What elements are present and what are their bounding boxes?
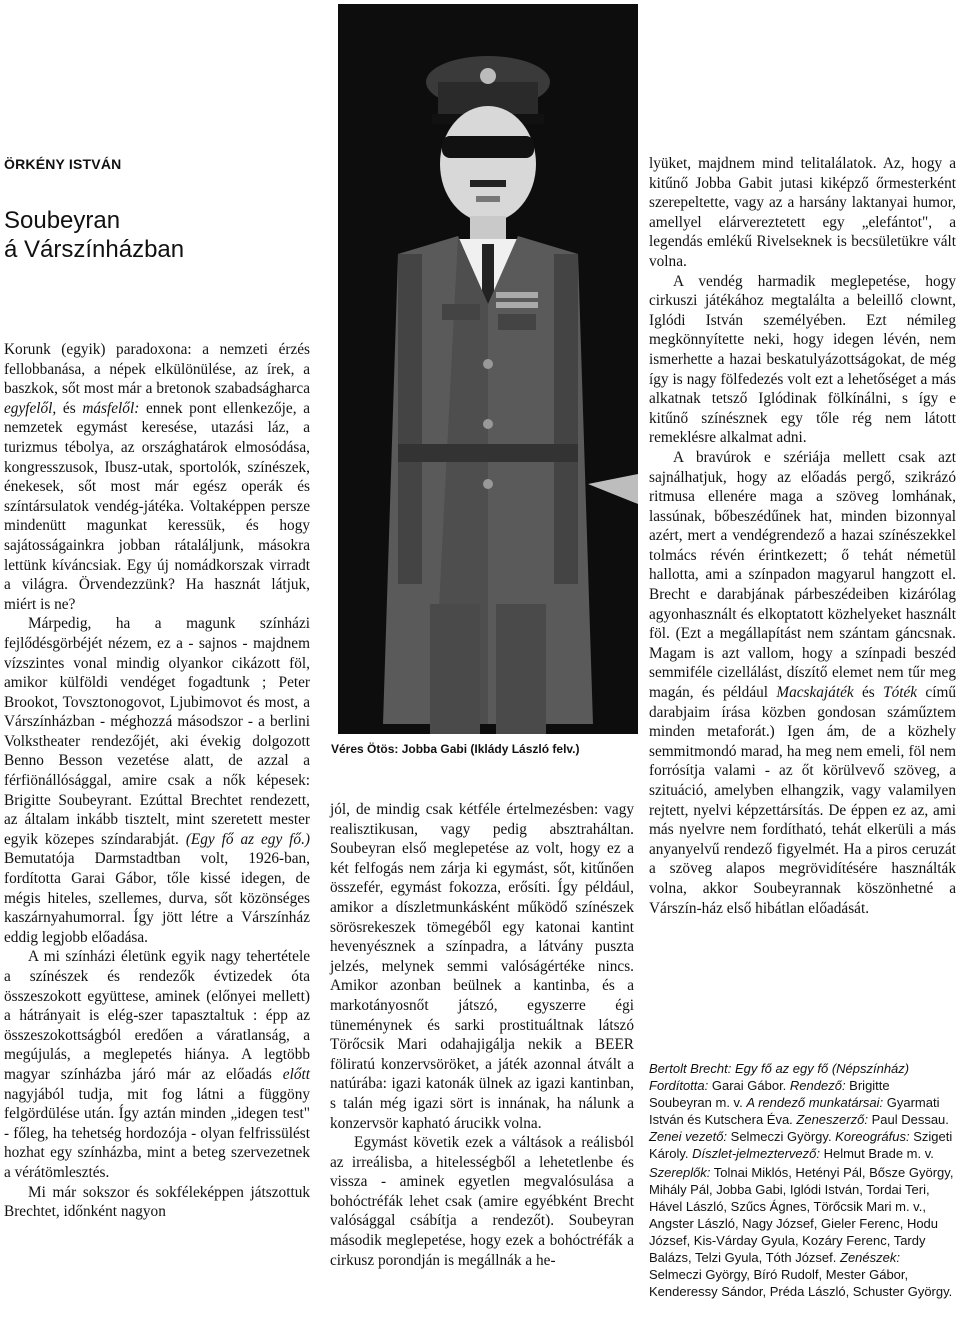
paragraph: A vendég harmadik meglepetése, hogy cirkuszi játékához megtalálta a beleillő clownt, Iglódi István személyében. Ezt némileg megkönnyítette neki, hogy idegen lévén, nem ismerhette a hazai beskatulyázottságokat, de még így is nagy fölfedezés volt ezt a lehetőséget a más alkatnak tetsző Iglódinak fölkínálni, s így e kitűnő színésznek egy tőle rég nem látott remeklésre alkalmat adni.: [649, 272, 956, 447]
article-title: [4, 206, 184, 264]
photo-caption: Véres Ötös: Jobba Gabi (Iklády László felv.): [331, 742, 580, 756]
paragraph: Mi már sokszor és sokféleképpen játszottuk Brechtet, időnként nagyon: [4, 1183, 310, 1221]
paragraph: lyüket, majdnem mind telitalálatok. Az, hogy a kitűnő Jobba Gabit jutasi kiképző őrmesterként szerepeltette, vagy az a harsány laktanyai humor, amellyel elárvereztetett egy „elefántot", a legendás emlékű Rivelseknek is becsületükre vált volna.: [649, 155, 956, 270]
paragraph: Márpedig, ha a magunk színházi fejlődésgörbéjét nézem, ez a - sajnos - majdnem vízszintes vonal mindig olyankor cikázott föl, amikor külföldi vendéget fogadtunk ; Peter Brookot, Tovsztonogovot, Ljubimovot és most, a Várszínházban - méghozzá másodszor - a berlini Volkstheater rendezőjét, aki évekig dolgozott Benno Besson vezetése alatt, de azzal a férfiönállósággal, amire csak a nők képesek: Brigitte Soubeyrant. Ezúttal Brechtet rendezett, az általam inkább tisztelt, mint szeretett mester egyik közepes színdarabját. (Egy fő az egy fő.) Bemutatója Darmstadtban volt, 1926-ban, fordította Garai Gábor, tőle kissé idegen, de mégis hiteles, szellemes, durva, sőt közönséges kaszárnyahumorral. Így jött létre a Várszínház eddig legjobb előadása.: [4, 615, 311, 946]
text-column-3: [649, 154, 956, 918]
credits-cast: Szereplők: Tolnai Miklós, Hetényi Pál, Bősze György, Mihály Pál, Jobba Gabi, Iglódi István, Tordai Teri, Hável László, Szűcs Ágnes, Törőcsik Mari m. v., Angster László, Nagy József, Gieler Ferenc, Hodu József, Kis-Várday Gyula, Kozáry Ferenc, Tardy Balázs, Telzi Gyula, Tóth József. Zenészek: Selmeczi György, Bíró Rudolf, Mester Gábor, Kenderessy Sándor, Préda László, Schuster György.: [649, 1165, 954, 1299]
author-name: ÖRKÉNY ISTVÁN: [4, 156, 122, 172]
paragraph: jól, de mindig csak kétféle értelmezésben: vagy realisztikusan, vagy pedig absztraháltan. Soubeyran első meglepetése az volt, hogy ez a két felfogás nem zárja ki egymást, sőt, kitűnően összefér, egymást fokozza, erősíti. Így például, amikor a díszletmunkásként működő színészek sörösrekeszek tömegéből egy katonai kantint hevenyésznek a színpadra, a látvány puszta jelzés, melynek semmi valóságértéke nincs. Amikor azonban beülnek a kantinba, és a markotányosnőt játszó, egyszerre égi tüneménynek és sarki prostituáltnak látszó Törőcsik Mari odahajigálja nekik a BEER föliratú konzervsöröket, a játék azonnal átvált a natúrába: igazi katonák ülnek az igazi kantinban, s talán még igazi sört is innának, ha nálunk a konzervsör kapható árucikk volna.: [330, 801, 634, 1132]
photo-actor-in-uniform: [338, 4, 638, 734]
title-line-1: Soubeyran: [4, 207, 121, 234]
credits-crew: Bertolt Brecht: Egy fő az egy fő (Népszínház) Fordította: Garai Gábor. Rendező: Brigitte Soubeyran m. v. A rendező munkatársai: Gyarmati István és Kutschera Éva. Zeneszerző: Paul Dessau. Zenei vezető: Selmeczi György. Koreográfus: Szigeti Károly. Díszlet-jelmeztervező: Helmut Brade m. v.: [649, 1061, 953, 1161]
paragraph: A bravúrok e szériája mellett csak azt sajnálhatjuk, hogy az előadás pergő, szikrázó ritmusa ellenére maga a szöveg lomhának, lassúnak, bőbeszédűnek hat, minden bizonnyal azért, mert a vendégrendező a hazai színészekkel tolmács révén érintkezett; ő tehát németül hallotta, ami a színpadon magyarul hangzott el. Brecht e darabjának párbeszédeiben kizárólag agyonhasznált és elkoptatott közhelyeket használt föl. (Ezt a megállapítást nem szántam gáncsnak. Magam is azt vallom, hogy a színpadi beszéd semmiféle cizellálást, díszítő elemet nem tűr meg magán, és például Macskajáték és Tóték című darabjaim írása közben gondosan száműztem minden metaforát.) Igen ám, de a közhely semmitmondó marad, ha meg nem emeli, föl nem forrósítja valami - az őt körülvevő szöveg, a szituáció, amelyben elhangzik, vagy valamilyen rejtett, nyelvi képzettársítás. De éppen ez az, ami más nyelvre nem fordítható, tehát elkerüli a más anyanyelvű rendező figyelmét. Ha a piros ceruzát a szöveg alapos megrövidítésére használták volna, akkor Soubeyrannak köszönhetné a Várszín-ház első hibátlan előadását.: [649, 448, 956, 917]
text-column-1: [4, 340, 310, 1222]
title-line-2: á Várszínházban: [4, 236, 185, 263]
paragraph: A mi színházi életünk egyik nagy tehertétele a színészek és rendezők évtizedek óta összeszokott együttese, aminek (előnyei mellett) a hátrányait is elég-szer tapasztaltuk : épp az összeszokottságból eredően a váratlanság, a megújulás, a meglepetés hiánya. A legtöbb magyar színházba járó már az előadás előtt nagyjából tudja, mit fog látni a függöny felgördülése után. Így aztán minden „idegen test" - főleg, ha tehetség hordozója - olyan felfrissülést hozhat egy színházba, mint a beteg szervezetnek a vérátömlesztés.: [4, 948, 310, 1181]
production-credits: [649, 1060, 956, 1302]
paragraph: Egymást követik ezek a váltások a reálisból az irreálisba, a hitelességből a lehetetlenbe és vissza - aminek egyetlen megvalósulása a bohóctréfák lehet csak (amire egyébként Brecht valósággal csábítja a rendezőt). Soubeyran második meglepetése, hogy ezek a bohóctréfák a cirkusz porondján is megállnák a he-: [330, 1134, 634, 1269]
paragraph: Korunk (egyik) paradoxona: a nemzeti érzés fellobbanása, a népek elkülönülése, az írek, a baszkok, sőt most már a bretonok szabadságharca egyfelől, és másfelől: ennek pont ellenkezője, a nemzetek egymást keresése, utazási láz, a turizmus tébolya, az országhatárok elmosódása, kongresszusok, Ibusz-utak, sportolók, színészek, énekesek, sőt most már egész operák és színtársulatok vendég-játéka. Voltaképpen persze mindenütt magunkat keressük, és hogy sajátosságainkra jobban rátaláljunk, másokra lettünk kíváncsiak. Egy új nomádkorszak virradt a világra. Örvendezzünk? Ha hasznát látjuk, miért is ne?: [4, 341, 310, 613]
text-column-2: [330, 800, 634, 1270]
